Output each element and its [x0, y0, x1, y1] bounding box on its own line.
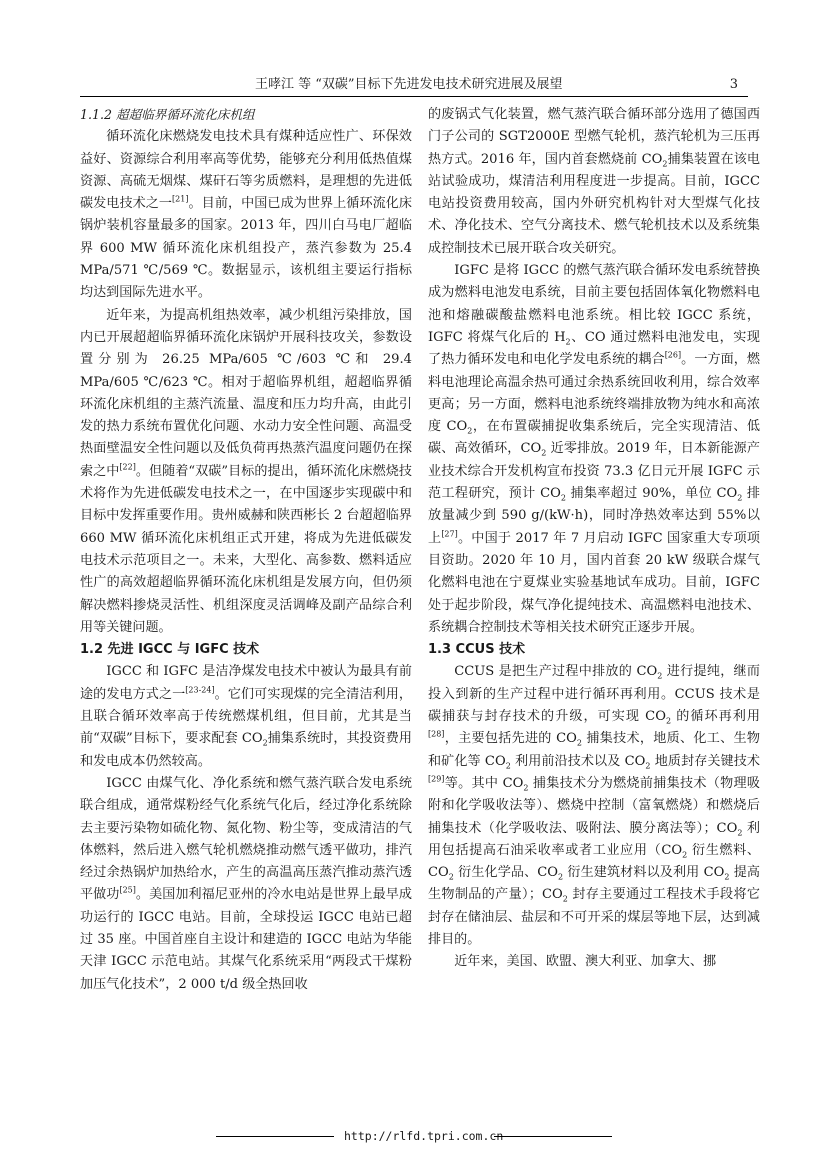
- paragraph: IGFC 是将 IGCC 的燃气蒸汽联合循环发电系统替换成为燃料电池发电系统，目前主要包括固体氧化物燃料电池和熔融碳酸盐燃料电池系统。相比较 IGCC 系统，IGFC 将煤气化后的 $H_2$、CO 通过燃料电池发电，实现了热力循环发电和电化学发电系统的耦合[26]。一方面，燃料电池理论高温余热可通过余热系统回收利用，综合效率更高；另一方面，燃料电池系统终端排放物为纯水和高浓度 $CO_2$，在布置碳捕捉收集系统后，完全实现清洁、低碳、高效循环，$CO_2$ 近零排放。2019 年，日本新能源产业技术综合开发机构宣布投资 73.3 亿日元开展 IGFC 示范工程研究，预计 $CO_2$ 捕集率超过 90%，单位 $CO_2$ 排放量减少到 590 g/(kW·h)，同时净热效率达到 55%以上[27]。中国于 2017 年 7 月启动 IGFC 国家重大专项项目资助。2020 年 10 月，国内首套 20 kW 级联合煤气化燃料电池在宁夏煤业实验基地试车成功。目前，IGFC 处于起步阶段，煤气净化提纯技术、高温燃料电池技术、系统耦合控制技术等相关技术研究正逐步开展。: [428, 263, 761, 635]
- citation[interactable]: [27]: [441, 529, 458, 539]
- running-title: 王哮江 等 “双碳”目标下先进发电技术研究进展及展望: [255, 77, 563, 92]
- citation[interactable]: [22]: [119, 462, 136, 472]
- citation[interactable]: [21]: [172, 194, 189, 204]
- subsection-heading-1-1-2: 1.1.2 超超临界循环流化床机组: [80, 107, 255, 122]
- page-footer: [0, 1126, 827, 1146]
- paragraph: CCUS 是把生产过程中排放的 $CO_2$ 进行提纯，继而投入到新的生产过程中进行循环再利用。CCUS 技术是碳捕获与封存技术的升级，可实现 $CO_2$ 的循环再利用[28]，主要包括先进的 $CO_2$ 捕集技术，地质、化工、生物和矿化等 $CO_2$ 利用前沿技术以及 $CO_2$ 地质封存关键技术[29]等。其中 $CO_2$ 捕集技术分为燃烧前捕集技术（物理吸附和化学吸收法等）、燃烧中控制（富氧燃烧）和燃烧后捕集技术（化学吸收法、吸附法、膜分离法等）；$CO_2$ 利用包括提高石油采收率或者工业应用（$CO_2$ 衍生燃料、$CO_2$ 衍生化学品、$CO_2$ 衍生建筑材料以及利用 $CO_2$ 提高生物制品的产量）；$CO_2$ 封存主要通过工程技术手段将它封存在储油层、盐层和不可开采的煤层等地下层，达到减排目的。: [428, 664, 761, 947]
- paragraph: IGCC 和 IGFC 是洁净煤发电技术中被认为最具有前途的发电方式之一[23-24]。它们可实现煤的完全清洁利用，且联合循环效率高于传统燃煤机组，但目前，尤其是当前“双碳”目标下，要求配套 $CO_2$捕集系统时，其投资费用和发电成本仍然较高。: [80, 664, 413, 769]
- header-rule: [80, 96, 748, 97]
- section-heading-1-3: 1.3 CCUS 技术: [428, 642, 526, 658]
- paragraph-continued: 的废锅式气化装置，燃气蒸汽联合循环部分选用了德国西门子公司的 SGT2000E 型燃气轮机，蒸汽轮机为三压再热方式。2016 年，国内首套燃烧前 $CO_2$捕集装置在该电站试验成功，煤清洁利用程度进一步提高。目前，IGCC 电站投资费用较高，国内外研究机构针对大型煤气化技术、净化技术、空气分离技术、燃气轮机技术以及系统集成控制技术已展开联合攻关研究。: [428, 107, 761, 256]
- citation[interactable]: [29]: [428, 774, 445, 784]
- citation[interactable]: [23-24]: [185, 685, 215, 695]
- paragraph: 近年来，为提高机组热效率，减少机组污染排放，国内已开展超超临界循环流化床锅炉开展科技攻关，参数设置分别为 26.25 MPa/605 ℃/603 ℃和 29.4 MPa/605 ℃/623 ℃。相对于超临界机组，超超临界循环流化床机组的主蒸汽流量、温度和压力均升高，由此引发的热力系统布置优化问题、水动力安全性问题、高温受热面壁温安全性问题以及低负荷再热蒸汽温度问题仍在探索之中[22]。但随着“双碳”目标的提出，循环流化床燃烧技术将作为先进低碳发电技术之一，在中国逐步实现碳中和目标中发挥重要作用。贵州威赫和陕西彬长 2 台超超临界 660 MW 循环流化床机组正式开建，将成为先进低碳发电技术示范项目之一。未来，大型化、高参数、燃料适应性广的高效超超临界循环流化床机组是发展方向，但仍须解决燃料掺烧灵活性、机组深度灵活调峰及副产品综合利用等关键问题。: [80, 307, 412, 635]
- citation[interactable]: [25]: [119, 886, 136, 896]
- paragraph: 循环流化床燃烧发电技术具有煤种适应性广、环保效益好、资源综合利用率高等优势，能够充分利用低热值煤资源、高硫无烟煤、煤矸石等劣质燃料，是理想的先进低碳发电技术之一[21]。目前，中国已成为世界上循环流化床锅炉装机容量最多的国家。2013 年，四川白马电厂超临界 600 MW 循环流化床机组投产，蒸汽参数为 25.4 MPa/571 ℃/569 ℃。数据显示，该机组主要运行指标均达到国际先进水平。: [80, 129, 413, 301]
- page-number: 3: [729, 77, 738, 92]
- footer-rule-right: [494, 1136, 612, 1137]
- citation[interactable]: [26]: [664, 350, 682, 360]
- left-column: [80, 104, 412, 996]
- paragraph: IGCC 由煤气化、净化系统和燃气蒸汽联合发电系统联合组成，通常煤粉经气化系统气化后，经过净化系统除去主要污染物如硫化物、氮化物、粉尘等，变成清洁的气体燃料，然后进入燃气轮机燃烧推动燃气透平做功，排汽经过余热锅炉加热给水，产生的高温高压蒸汽推动蒸汽透平做功[25]。美国加利福尼亚州的冷水电站是世界上最早成功运行的 IGCC 电站。目前，全球投运 IGCC 电站已超过 35 座。中国首座自主设计和建造的 IGCC 电站为华能天津 IGCC 示范电站。其煤气化系统采用“两段式干煤粉加压气化技术”，2 000 t/d 级全热回收: [80, 775, 413, 992]
- citation[interactable]: [28]: [428, 729, 445, 739]
- journal-url[interactable]: http://rlfd.tpri.com.cn: [344, 1129, 504, 1143]
- footer-rule-left: [216, 1136, 334, 1137]
- running-header: [80, 76, 748, 94]
- section-heading-1-2: 1.2 先进 IGCC 与 IGFC 技术: [80, 642, 260, 658]
- right-column: [428, 104, 760, 974]
- paragraph: 近年来，美国、欧盟、澳大利亚、加拿大、挪: [454, 954, 717, 970]
